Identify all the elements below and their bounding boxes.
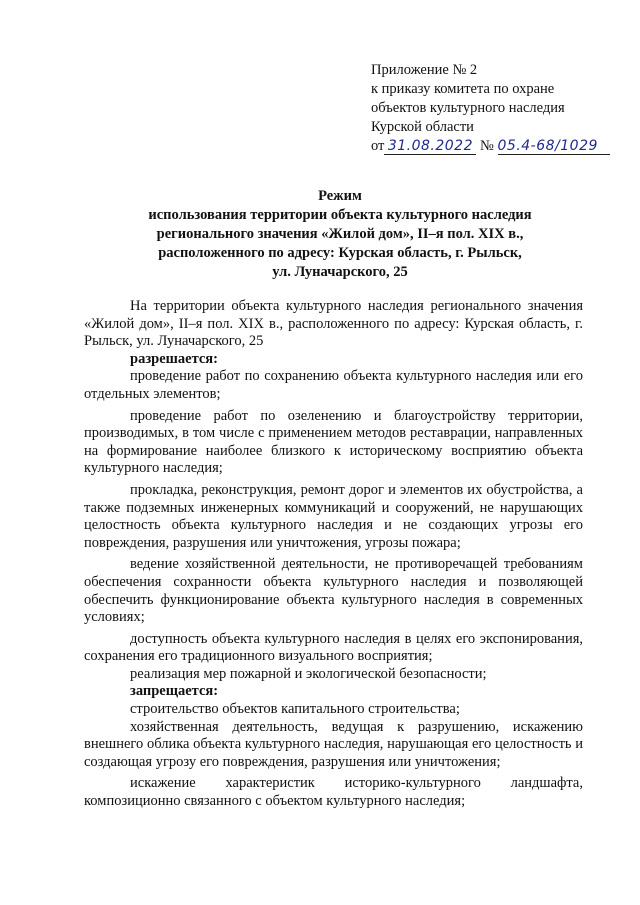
title-line-2: использования территории объекта культурного наследия xyxy=(148,207,532,223)
document-body xyxy=(84,298,583,811)
appendix-line-3: объектов культурного наследия xyxy=(371,100,565,116)
handwritten-number: 05.4-68/1029 xyxy=(497,138,598,154)
title-line-4: расположенного по адресу: Курская область, г. Рыльск, xyxy=(158,245,522,261)
forbidden-heading: запрещается: xyxy=(130,683,219,700)
date-prefix: от xyxy=(371,138,385,154)
allowed-item: проведение работ по сохранению объекта культурного наследия или его отдельных элементов; xyxy=(84,368,583,402)
date-field xyxy=(384,138,476,155)
allowed-item: ведение хозяйственной деятельности, не противоречащей требованиям обеспечения сохранности объекта культурного наследия и позволяющей обеспечить функционирование объекта культурного наследия в современных условиях; xyxy=(84,556,583,626)
title-line-3: регионального значения «Жилой дом», II–я пол. XIX в., xyxy=(156,226,524,242)
appendix-date-line xyxy=(371,137,631,156)
forbidden-item: искажение характеристик историко-культурного ландшафта, композиционно связанного с объектом культурного наследия; xyxy=(84,775,583,810)
appendix-line-2: к приказу комитета по охране xyxy=(371,81,555,97)
document-title xyxy=(100,187,580,282)
number-prefix: № xyxy=(480,138,494,154)
allowed-heading: разрешается: xyxy=(130,350,218,367)
appendix-line-1: Приложение № 2 xyxy=(371,62,478,78)
handwritten-date: 31.08.2022 xyxy=(387,138,473,154)
allowed-item: прокладка, реконструкция, ремонт дорог и элементов их обустройства, а также подземных инженерных коммуникаций и сооружений, не нарушающих целостность объекта культурного наследия и не создающих угрозы его повреждения, разрушения или уничтожения, угрозы пожара; xyxy=(84,481,583,551)
title-line-5: ул. Луначарского, 25 xyxy=(272,264,408,280)
number-field xyxy=(498,138,610,155)
appendix-block xyxy=(371,61,631,156)
forbidden-item: строительство объектов капитального строительства; xyxy=(130,701,460,718)
title-line-1: Режим xyxy=(318,188,362,204)
intro-paragraph: На территории объекта культурного наследия регионального значения «Жилой дом», II–я пол. XIX в., расположенного по адресу: Курская область, г. Рыльск, ул. Луначарского, 25 xyxy=(84,298,583,350)
appendix-line-4: Курской области xyxy=(371,119,474,135)
allowed-item: проведение работ по озеленению и благоустройству территории, производимых, в том числе с применением методов реставрации, направленных на формирование наиболее близкого к историческому восприятию объекта культурного наследия; xyxy=(84,407,583,477)
allowed-item: доступность объекта культурного наследия в целях его экспонирования, сохранения его традиционного визуального восприятия; xyxy=(84,630,583,665)
forbidden-item: хозяйственная деятельность, ведущая к разрушению, искажению внешнего облика объекта культурного наследия, нарушающая его целостность и создающая угрозу его повреждения, разрушения или уничтожения; xyxy=(84,718,583,770)
allowed-item: реализация мер пожарной и экологической безопасности; xyxy=(130,665,487,682)
